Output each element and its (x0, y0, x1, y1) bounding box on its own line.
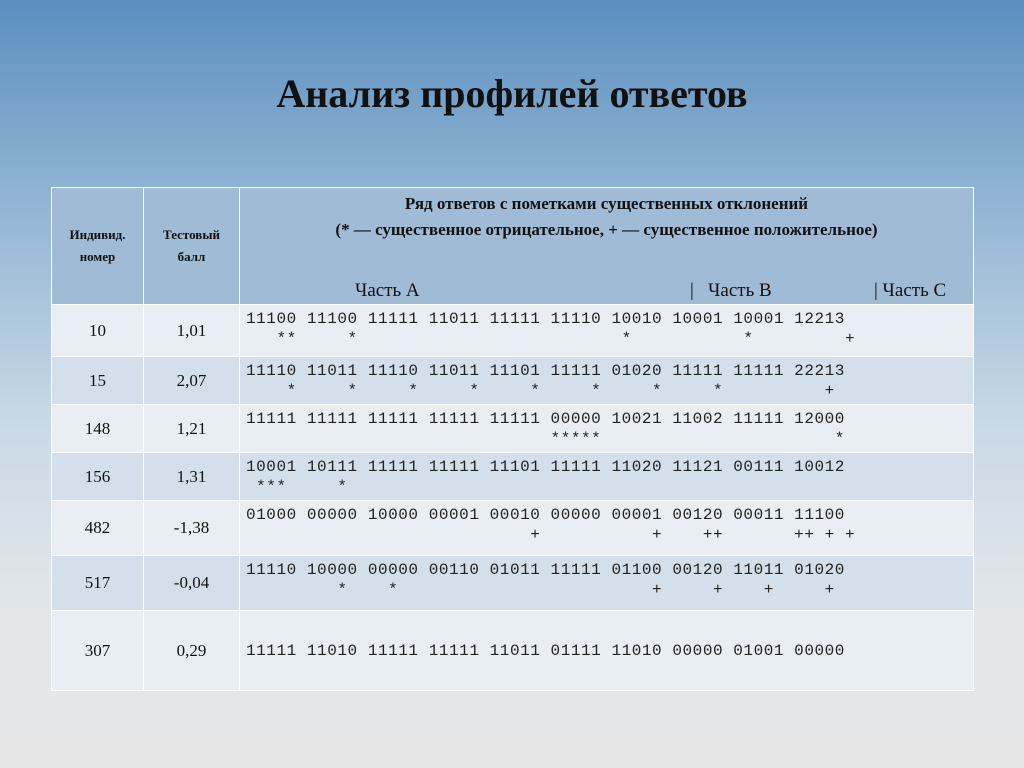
individual-number: 15 (52, 357, 144, 405)
response-sequence-cell (240, 405, 974, 453)
response-sequence-cell (240, 556, 974, 611)
response-sequence-cell (240, 305, 974, 357)
deviation-marks: * * + + + + (246, 581, 835, 599)
individual-number: 10 (52, 305, 144, 357)
table-row (52, 405, 974, 453)
response-sequence: 10001 10111 11111 11111 11101 11111 11020 11121 00111 10012 (246, 458, 845, 476)
response-sequence: 11111 11111 11111 11111 11111 00000 10021 11002 11111 12000 (246, 410, 845, 428)
table-row (52, 501, 974, 556)
response-sequence: 11100 11100 11111 11011 11111 11110 10010 10001 10001 12213 (246, 310, 845, 328)
test-score: 0,29 (144, 611, 240, 691)
response-sequence: 11110 10000 00000 00110 01011 11111 01100 00120 11011 01020 (246, 561, 845, 579)
table-row (52, 357, 974, 405)
part-labels (240, 278, 973, 302)
deviation-marks: ** * * * + (246, 330, 856, 348)
individual-number: 482 (52, 501, 144, 556)
table-row (52, 611, 974, 691)
individual-number: 307 (52, 611, 144, 691)
part-b-label: | Часть В (690, 280, 772, 301)
test-score: 1,31 (144, 453, 240, 501)
individual-number: 517 (52, 556, 144, 611)
deviation-marks: * * * * * * * * + (246, 382, 835, 400)
test-score: 1,01 (144, 305, 240, 357)
response-sequence: 11111 11010 11111 11111 11011 01111 11010 00000 01001 00000 (246, 641, 845, 660)
response-sequence-cell (240, 357, 974, 405)
header-response-series (240, 188, 974, 305)
individual-number: 148 (52, 405, 144, 453)
deviation-marks: *** * (246, 478, 348, 496)
response-sequence: 01000 00000 10000 00001 00010 00000 00001 00120 00011 11100 (246, 506, 845, 524)
test-score: 1,21 (144, 405, 240, 453)
response-sequence-cell (240, 501, 974, 556)
response-sequence-cell (240, 453, 974, 501)
test-score: -1,38 (144, 501, 240, 556)
header-individual-number: Индивид. номер (52, 188, 144, 305)
test-score: 2,07 (144, 357, 240, 405)
response-profile-table (51, 187, 974, 691)
response-sequence: 11110 11011 11110 11011 11101 11111 01020 11111 11111 22213 (246, 362, 845, 380)
header-line1: Ряд ответов с пометками существенных отклонений (404, 194, 809, 213)
deviation-marks: + + ++ ++ + + (246, 526, 856, 544)
table-row (52, 453, 974, 501)
table-row (52, 305, 974, 357)
response-sequence-cell (240, 611, 974, 691)
header-line2: (* — существенное отрицательное, + — существенное положительное) (335, 220, 878, 239)
individual-number: 156 (52, 453, 144, 501)
part-a-label: Часть А (355, 280, 420, 301)
header-row (52, 188, 974, 305)
table-row (52, 556, 974, 611)
deviation-marks: ***** * (246, 430, 845, 448)
part-c-label: | Часть С (874, 280, 947, 301)
test-score: -0,04 (144, 556, 240, 611)
page-title: Анализ профилей ответов (276, 71, 748, 116)
header-test-score: Тестовый балл (144, 188, 240, 305)
